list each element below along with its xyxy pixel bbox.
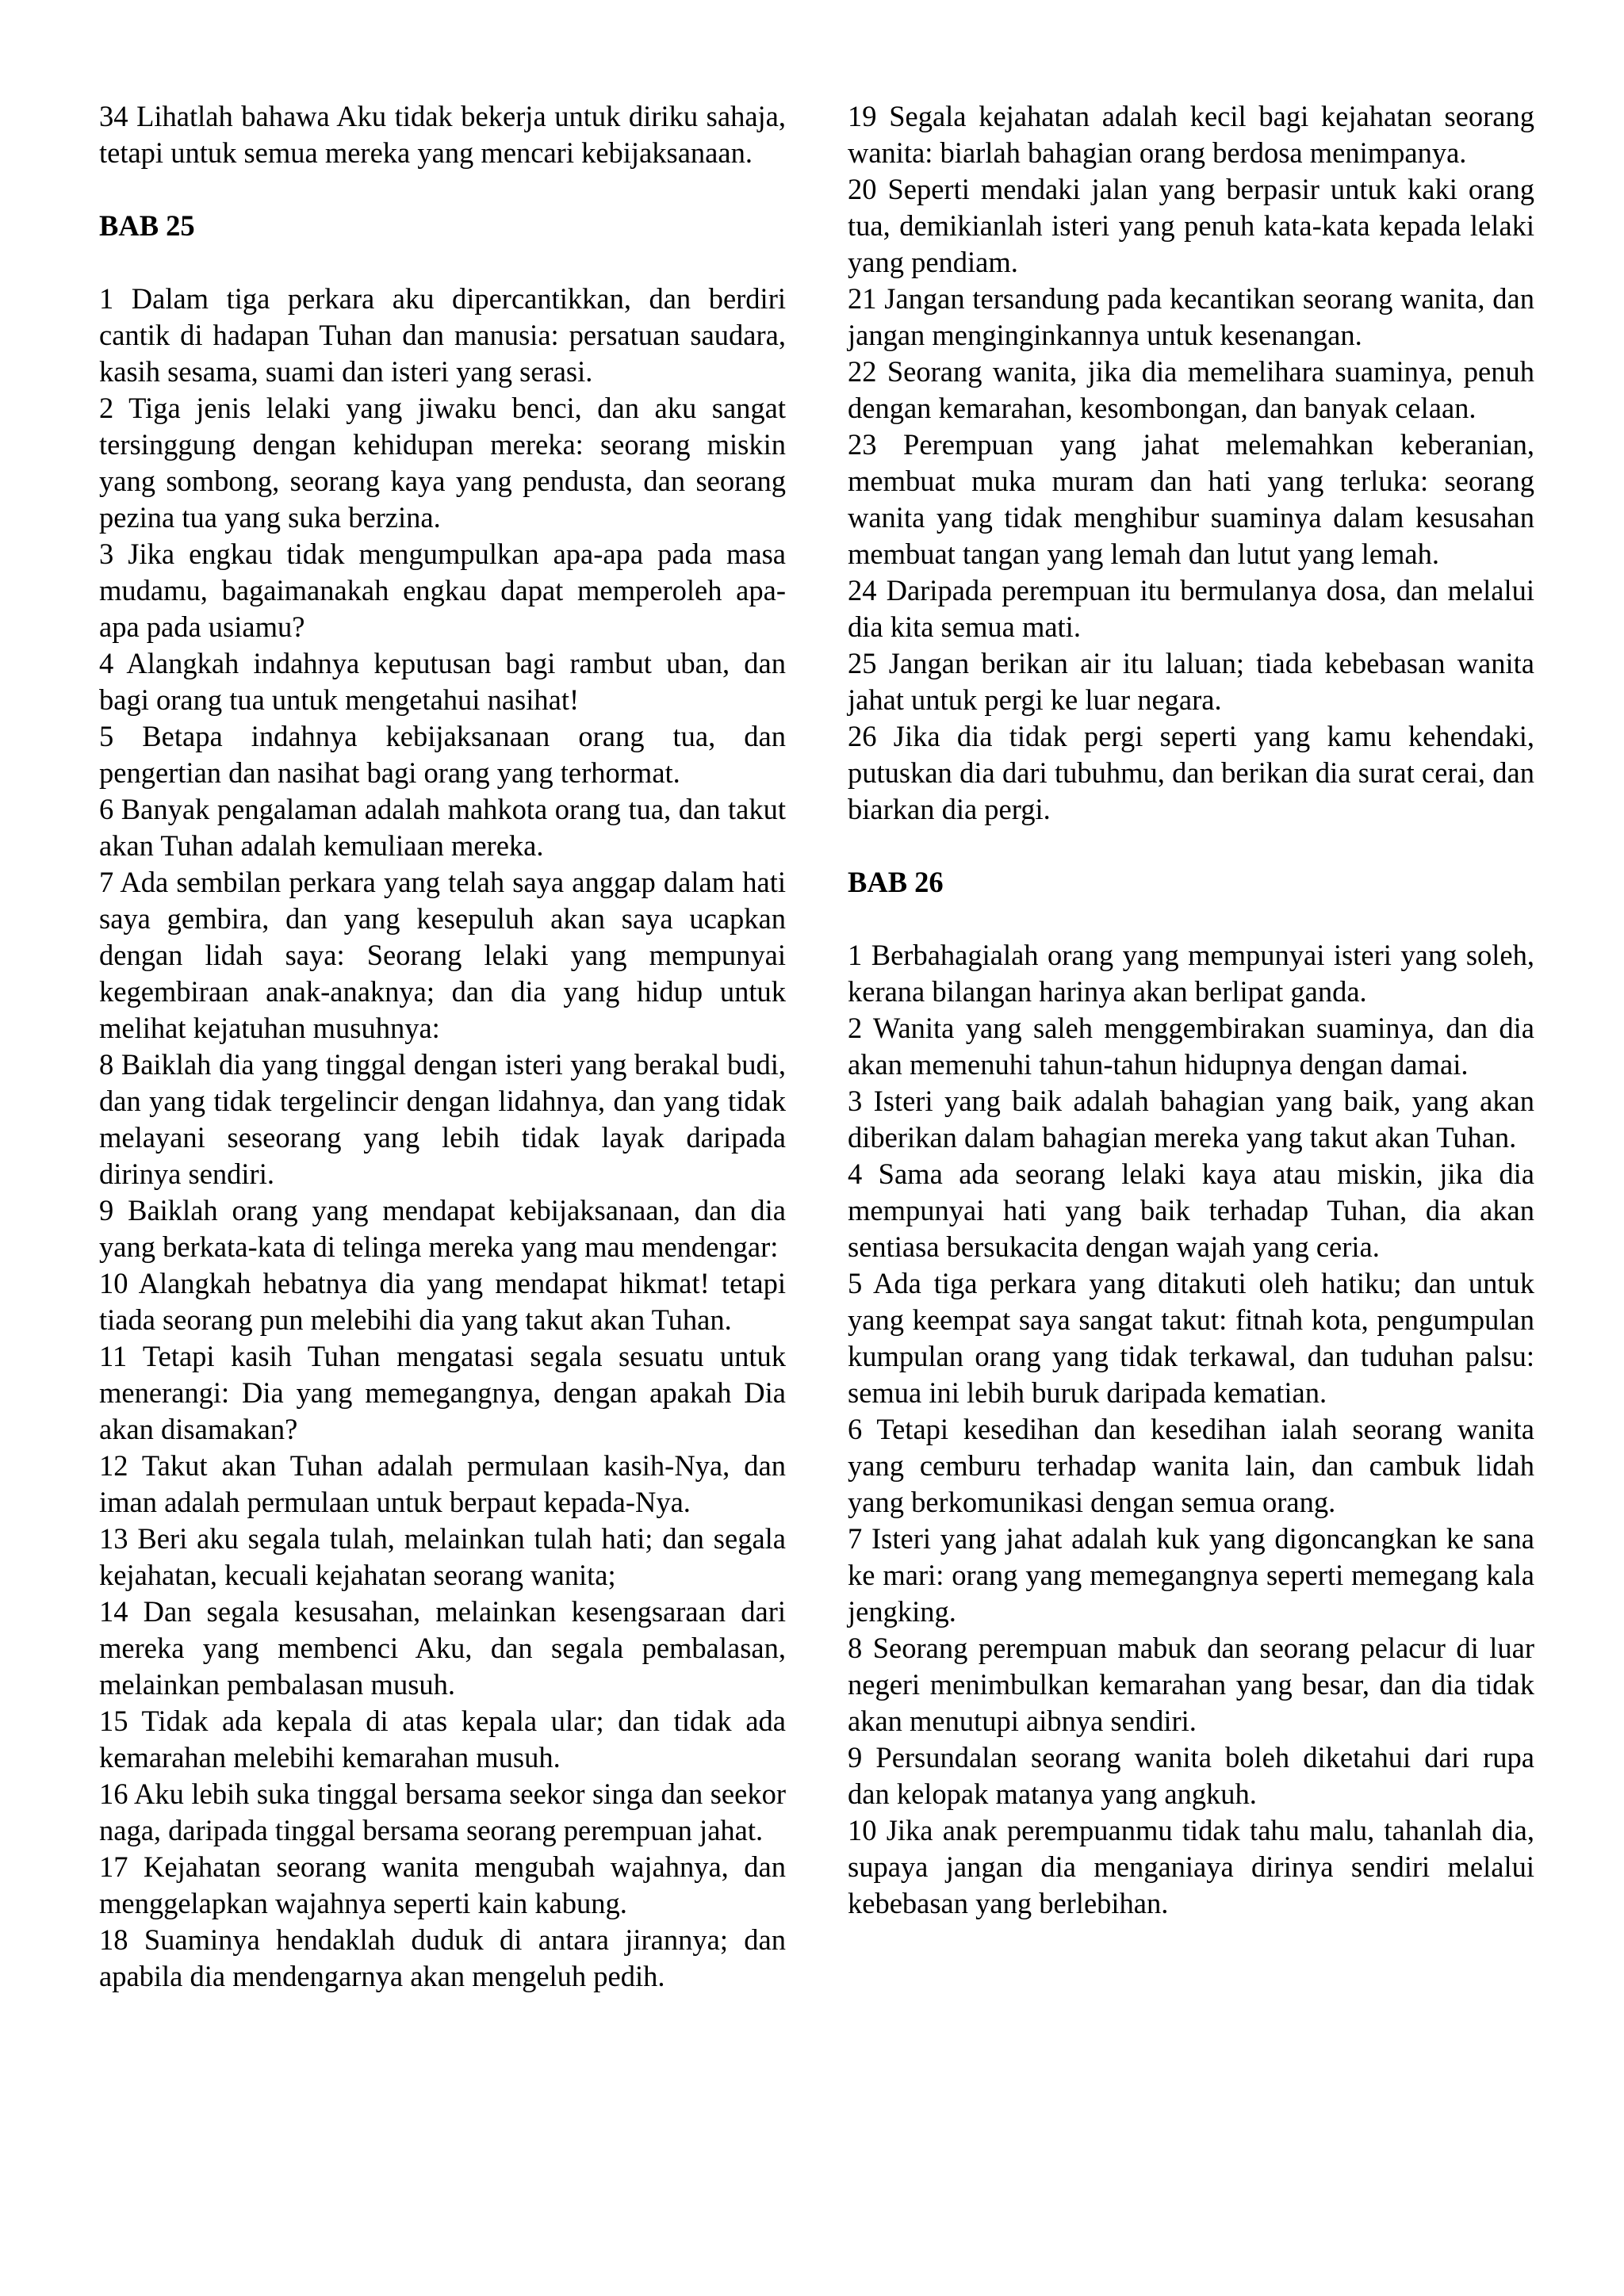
verse: 11 Tetapi kasih Tuhan mengatasi segala sesuatu untuk menerangi: Dia yang memegangnya, dengan apakah Dia akan disamakan? bbox=[99, 1340, 786, 1445]
verse: 21 Jangan tersandung pada kecantikan seorang wanita, dan jangan menginginkannya untuk kesenangan. bbox=[848, 282, 1534, 351]
verse: 10 Jika anak perempuanmu tidak tahu malu, tahanlah dia, supaya jangan dia menganiaya dirinya sendiri melalui kebebasan yang berlebihan. bbox=[848, 1814, 1534, 1919]
verse: 16 Aku lebih suka tinggal bersama seekor singa dan seekor naga, daripada tinggal bersama seorang perempuan jahat. bbox=[99, 1777, 786, 1846]
verse: 23 Perempuan yang jahat melemahkan keberanian, membuat muka muram dan hati yang terluka: seorang wanita yang tidak menghibur suaminya dalam kesusahan membuat tangan yang lemah dan lutut yang lemah. bbox=[848, 428, 1534, 570]
verse: 5 Betapa indahnya kebijaksanaan orang tua, dan pengertian dan nasihat bagi orang yang terhormat. bbox=[99, 720, 786, 789]
verse: 1 Berbahagialah orang yang mempunyai isteri yang soleh, kerana bilangan harinya akan berlipat ganda. bbox=[848, 939, 1534, 1008]
verse: 4 Alangkah indahnya keputusan bagi rambut uban, dan bagi orang tua untuk mengetahui nasihat! bbox=[99, 647, 786, 716]
verse: 3 Isteri yang baik adalah bahagian yang baik, yang akan diberikan dalam bahagian mereka yang takut akan Tuhan. bbox=[848, 1085, 1534, 1154]
chapter-heading: BAB 25 bbox=[99, 209, 195, 242]
chapter-heading: BAB 26 bbox=[848, 866, 944, 898]
verse: 19 Segala kejahatan adalah kecil bagi kejahatan seorang wanita: biarlah bahagian orang berdosa menimpanya. bbox=[848, 100, 1534, 169]
verse: 17 Kejahatan seorang wanita mengubah wajahnya, dan menggelapkan wajahnya seperti kain kabung. bbox=[99, 1850, 786, 1919]
verse: 10 Alangkah hebatnya dia yang mendapat hikmat! tetapi tiada seorang pun melebihi dia yang takut akan Tuhan. bbox=[99, 1267, 786, 1336]
left-column bbox=[99, 98, 786, 1995]
verse: 24 Daripada perempuan itu bermulanya dosa, dan melalui dia kita semua mati. bbox=[848, 574, 1534, 643]
verse: 20 Seperti mendaki jalan yang berpasir untuk kaki orang tua, demikianlah isteri yang penuh kata-kata kepada lelaki yang pendiam. bbox=[848, 173, 1534, 278]
verse: 8 Baiklah dia yang tinggal dengan isteri yang berakal budi, dan yang tidak tergelincir dengan lidahnya, dan yang tidak melayani seseorang yang lebih tidak layak daripada dirinya sendiri. bbox=[99, 1048, 786, 1190]
verse: 7 Isteri yang jahat adalah kuk yang digoncangkan ke sana ke mari: orang yang memegangnya seperti memegang kala jengking. bbox=[848, 1522, 1534, 1628]
verse: 6 Tetapi kesedihan dan kesedihan ialah seorang wanita yang cemburu terhadap wanita lain, dan cambuk lidah yang berkomunikasi dengan semua orang. bbox=[848, 1413, 1534, 1518]
verse: 13 Beri aku segala tulah, melainkan tulah hati; dan segala kejahatan, kecuali kejahatan seorang wanita; bbox=[99, 1522, 786, 1591]
verse: 22 Seorang wanita, jika dia memelihara suaminya, penuh dengan kemarahan, kesombongan, dan banyak celaan. bbox=[848, 355, 1534, 424]
verse: 2 Wanita yang saleh menggembirakan suaminya, dan dia akan memenuhi tahun-tahun hidupnya dengan damai. bbox=[848, 1012, 1534, 1081]
verse: 9 Baiklah orang yang mendapat kebijaksanaan, dan dia yang berkata-kata di telinga mereka yang mau mendengar: bbox=[99, 1194, 786, 1263]
verse: 3 Jika engkau tidak mengumpulkan apa-apa pada masa mudamu, bagaimanakah engkau dapat memperoleh apa-apa pada usiamu? bbox=[99, 538, 786, 643]
verse: 6 Banyak pengalaman adalah mahkota orang tua, dan takut akan Tuhan adalah kemuliaan mereka. bbox=[99, 793, 786, 862]
verse: 8 Seorang perempuan mabuk dan seorang pelacur di luar negeri menimbulkan kemarahan yang besar, dan dia tidak akan menutupi aibnya sendiri. bbox=[848, 1632, 1534, 1737]
verse: 7 Ada sembilan perkara yang telah saya anggap dalam hati saya gembira, dan yang kesepuluh akan saya ucapkan dengan lidah saya: Seorang lelaki yang mempunyai kegembiraan anak-anaknya; dan dia yang hidup untuk melihat kejatuhan musuhnya: bbox=[99, 866, 786, 1044]
verse: 1 Dalam tiga perkara aku dipercantikkan, dan berdiri cantik di hadapan Tuhan dan manusia: persatuan saudara, kasih sesama, suami dan isteri yang serasi. bbox=[99, 282, 786, 388]
verse: 5 Ada tiga perkara yang ditakuti oleh hatiku; dan untuk yang keempat saya sangat takut: fitnah kota, pengumpulan kumpulan orang yang tidak terkawal, dan tuduhan palsu: semua ini lebih buruk daripada kematian. bbox=[848, 1267, 1534, 1409]
right-column bbox=[848, 98, 1534, 1922]
verse: 15 Tidak ada kepala di atas kepala ular; dan tidak ada kemarahan melebihi kemarahan musuh. bbox=[99, 1705, 786, 1774]
verse: 9 Persundalan seorang wanita boleh diketahui dari rupa dan kelopak matanya yang angkuh. bbox=[848, 1741, 1534, 1810]
verse: 26 Jika dia tidak pergi seperti yang kamu kehendaki, putuskan dia dari tubuhmu, dan berikan dia surat cerai, dan biarkan dia pergi. bbox=[848, 720, 1534, 825]
verse: 25 Jangan berikan air itu laluan; tiada kebebasan wanita jahat untuk pergi ke luar negara. bbox=[848, 647, 1534, 716]
verse: 4 Sama ada seorang lelaki kaya atau miskin, jika dia mempunyai hati yang baik terhadap Tuhan, dia akan sentiasa bersukacita dengan wajah yang ceria. bbox=[848, 1158, 1534, 1263]
verse: 14 Dan segala kesusahan, melainkan kesengsaraan dari mereka yang membenci Aku, dan segala pembalasan, melainkan pembalasan musuh. bbox=[99, 1595, 786, 1701]
verse: 2 Tiga jenis lelaki yang jiwaku benci, dan aku sangat tersinggung dengan kehidupan mereka: seorang miskin yang sombong, seorang kaya yang pendusta, dan seorang pezina tua yang suka berzina. bbox=[99, 392, 786, 534]
verse: 12 Takut akan Tuhan adalah permulaan kasih-Nya, dan iman adalah permulaan untuk berpaut kepada-Nya. bbox=[99, 1449, 786, 1518]
verse: 18 Suaminya hendaklah duduk di antara jirannya; dan apabila dia mendengarnya akan mengeluh pedih. bbox=[99, 1923, 786, 1992]
verse: 34 Lihatlah bahawa Aku tidak bekerja untuk diriku sahaja, tetapi untuk semua mereka yang mencari kebijaksanaan. bbox=[99, 100, 786, 169]
